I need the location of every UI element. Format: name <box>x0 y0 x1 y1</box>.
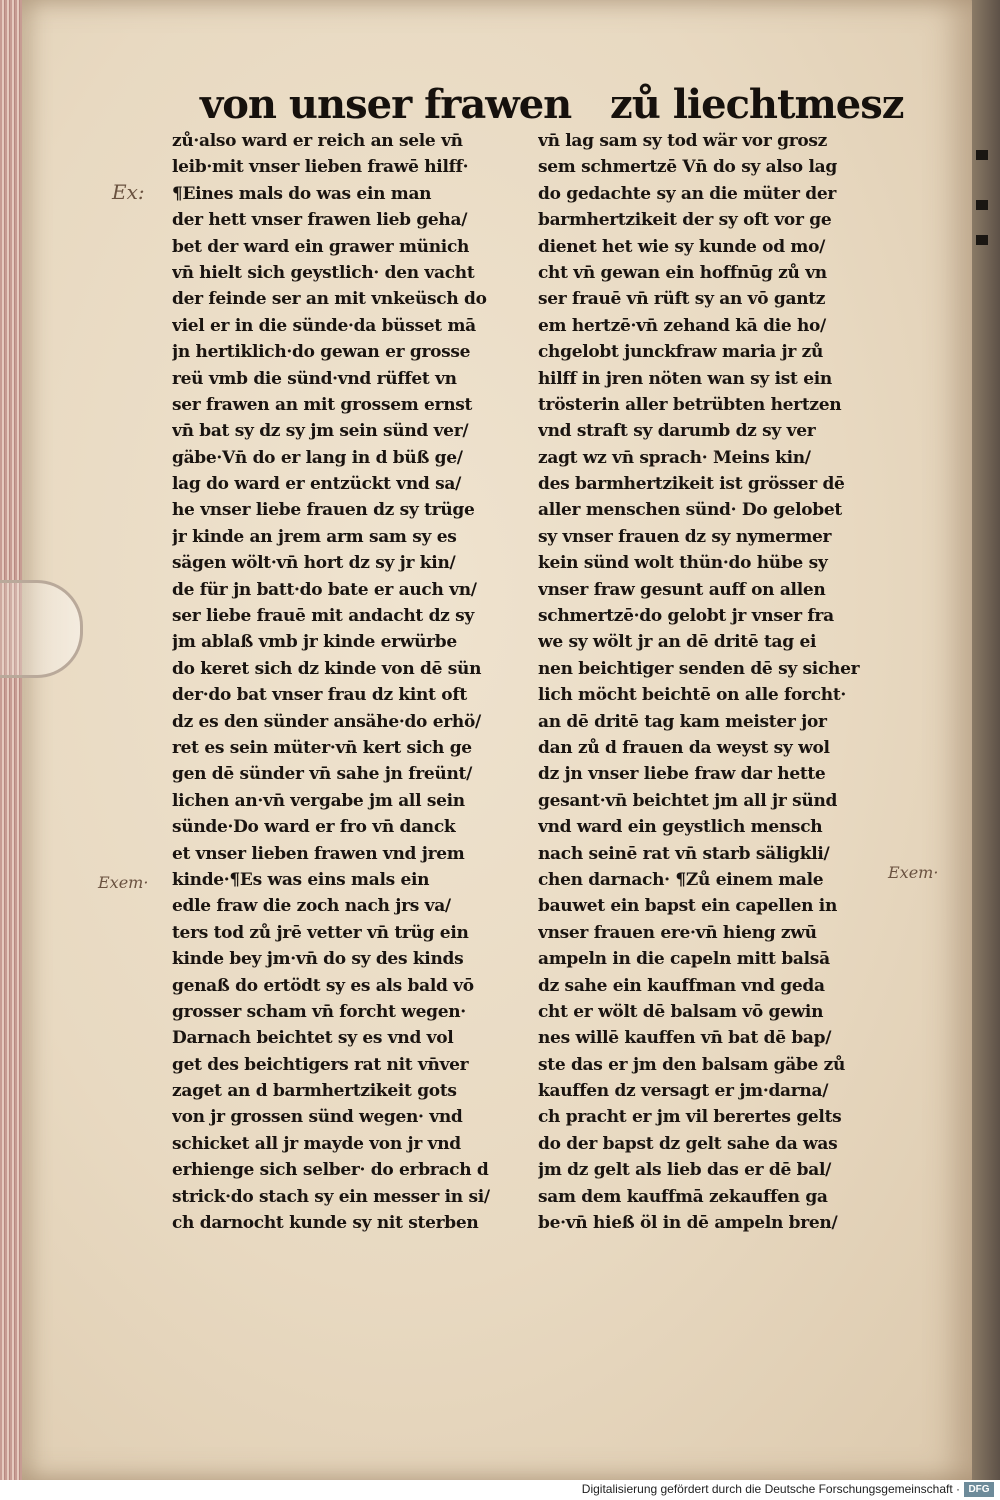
text-line: zagt wz vn̄ sprach· Meins kin/ <box>538 447 811 468</box>
text-line: be·vn̄ hieß öl in dē ampeln bren/ <box>538 1213 838 1234</box>
text-line: dz es den sünder ansähe·do erhö/ <box>172 711 481 732</box>
text-line: cht er wölt dē balsam vō gewin <box>538 1001 824 1022</box>
margin-note: Ex: <box>112 180 145 204</box>
text-line: kein sünd wolt thün·do hübe sy <box>538 553 828 574</box>
text-line: edle fraw die zoch nach jrs va/ <box>172 896 451 917</box>
facing-page-edge <box>972 0 1000 1480</box>
text-line: vnser frauen ere·vn̄ hieng zwū <box>538 922 817 943</box>
text-line: gesant·vn̄ beichtet jm all jr sünd <box>538 790 838 811</box>
text-line: kinde·¶Es was eins mals ein <box>172 869 430 890</box>
text-line: strick·do stach sy ein messer in si/ <box>172 1186 490 1207</box>
text-line: ters tod zů jrē vetter vn̄ trüg ein <box>172 922 469 943</box>
text-line: dz sahe ein kauffman vnd geda <box>538 975 825 996</box>
text-line: jm ablaß vmb jr kinde erwürbe <box>172 632 457 653</box>
text-line: lich möcht beichtē on alle forcht· <box>538 685 846 706</box>
text-line: vn̄ hielt sich geystlich· den vacht <box>172 262 475 283</box>
running-head-left: von unser frawen <box>200 81 572 128</box>
text-line: sy vnser frauen dz sy nymermer <box>538 526 832 547</box>
paper-clip <box>0 580 83 678</box>
text-line: gen dē sünder vn̄ sahe jn freünt/ <box>172 764 473 785</box>
text-line: do der bapst dz gelt sahe da was <box>538 1133 838 1154</box>
text-line: vnd straft sy darumb dz sy ver <box>538 421 816 442</box>
text-line: sam dem kauffmā zekauffen ga <box>538 1186 828 1207</box>
text-line: dz jn vnser liebe fraw dar hette <box>538 764 826 785</box>
text-line: nach seinē rat vn̄ starb säligkli/ <box>538 843 830 864</box>
text-line: jm dz gelt als lieb das er dē bal/ <box>538 1160 832 1181</box>
text-line: gäbe·Vn̄ do er lang in d büß ge/ <box>172 447 463 468</box>
text-line: von jr grossen sünd wegen· vnd <box>172 1107 463 1128</box>
text-line: ampeln in die capeln mitt balsā <box>538 949 830 970</box>
text-line: sägen wölt·vn̄ hort dz sy jr kin/ <box>172 553 456 574</box>
text-line: get des beichtigers rat nit vn̄ver <box>172 1054 469 1075</box>
text-column-right <box>538 128 888 1236</box>
text-line: lichen an·vn̄ vergabe jm all sein <box>172 790 465 811</box>
text-line: bet der ward ein grawer münich <box>172 236 470 257</box>
text-line: genaß do ertödt sy es als bald vō <box>172 975 474 996</box>
dfg-logo: DFG <box>964 1482 994 1497</box>
text-line: ser liebe frauē mit andacht dz sy <box>172 606 474 627</box>
text-line: we sy wölt jr an dē dritē tag ei <box>538 632 817 653</box>
text-column-left <box>172 128 524 1236</box>
text-line: do gedachte sy an die müter der <box>538 183 837 204</box>
text-line: viel er in die sünde·da büsset mā <box>172 315 476 336</box>
footer-credit: Digitalisierung gefördert durch die Deutsche Forschungsgemeinschaft · <box>581 1482 960 1496</box>
text-line: chen darnach· ¶Zů einem male <box>538 869 824 890</box>
text-line: chgelobt junckfraw maria jr zů <box>538 342 824 363</box>
text-line: ser frauē vn̄ rüft sy an vō gantz <box>538 289 826 310</box>
text-line: trösterin aller betrübten hertzen <box>538 394 842 415</box>
text-line: jr kinde an jrem arm sam sy es <box>172 526 457 547</box>
text-line: nes willē kauffen vn̄ bat dē bap/ <box>538 1028 832 1049</box>
footer-bar <box>0 1480 1000 1500</box>
text-line: schmertzē·do gelobt jr vnser fra <box>538 606 834 627</box>
text-line: aller menschen sünd· Do gelobet <box>538 500 842 521</box>
text-line: ¶Eines mals do was ein man <box>172 183 432 204</box>
running-head-right: zů liechtmesz <box>610 81 904 128</box>
text-line: vn̄ lag sam sy tod wär vor grosz <box>538 131 828 151</box>
text-line: vnser fraw gesunt auff on allen <box>538 579 826 600</box>
text-line: nen beichtiger senden dē sy sicher <box>538 658 860 679</box>
text-line: bauwet ein bapst ein capellen in <box>538 896 838 917</box>
text-line: der feinde ser an mit vnkeüsch do <box>172 289 487 310</box>
text-line: em hertzē·vn̄ zehand kā die ho/ <box>538 315 826 336</box>
text-line: ch pracht er jm vil berertes gelts <box>538 1107 842 1128</box>
text-line: jn hertiklich·do gewan er grosse <box>172 342 471 363</box>
text-line: ser frawen an mit grossem ernst <box>172 394 473 415</box>
text-line: ste das er jm den balsam gäbe zů <box>538 1054 846 1075</box>
text-line: hilff in jren nöten wan sy ist ein <box>538 368 832 389</box>
text-line: des barmhertzikeit ist grösser dē <box>538 474 845 495</box>
text-line: ch darnocht kunde sy nit sterben <box>172 1213 479 1234</box>
text-line: cht vn̄ gewan ein hoffnūg zů vn <box>538 262 827 283</box>
text-line: der hett vnser frawen lieb geha/ <box>172 210 468 231</box>
text-line: dienet het wie sy kunde od mo/ <box>538 236 826 257</box>
text-line: zů·also ward er reich an sele vn̄ <box>172 131 463 151</box>
text-line: an dē dritē tag kam meister jor <box>538 711 827 732</box>
text-line: vn̄ bat sy dz sy jm sein sünd ver/ <box>172 421 469 442</box>
text-line: zaget an d barmhertzikeit gots <box>172 1081 457 1102</box>
text-line: lag do ward er entzückt vnd sa/ <box>172 474 462 495</box>
text-line: kauffen dz versagt er jm·darna/ <box>538 1081 829 1102</box>
text-line: reü vmb die sünd·vnd rüffet vn <box>172 368 457 389</box>
text-line: de für jn batt·do bate er auch vn/ <box>172 579 477 600</box>
text-line: leib·mit vnser lieben frawē hilff· <box>172 157 469 178</box>
text-line: sem schmertzē Vn̄ do sy also lag <box>538 157 837 178</box>
text-line: he vnser liebe frauen dz sy trüge <box>172 500 475 521</box>
text-line: dan zů d frauen da weyst sy wol <box>538 737 830 758</box>
text-line: Darnach beichtet sy es vnd vol <box>172 1028 454 1049</box>
text-line: ret es sein müter·vn̄ kert sich ge <box>172 737 472 758</box>
margin-note: Exem· <box>888 863 939 882</box>
text-line: schicket all jr mayde von jr vnd <box>172 1133 461 1154</box>
text-line: do keret sich dz kinde von dē sün <box>172 658 482 679</box>
text-line: barmhertzikeit der sy oft vor ge <box>538 210 832 231</box>
text-line: vnd ward ein geystlich mensch <box>538 817 823 838</box>
text-line: der·do bat vnser frau dz kint oft <box>172 685 467 706</box>
text-line: erhienge sich selber· do erbrach d <box>172 1160 489 1181</box>
text-line: grosser scham vn̄ forcht wegen· <box>172 1001 466 1022</box>
text-line: et vnser lieben frawen vnd jrem <box>172 843 465 864</box>
margin-note: Exem· <box>98 873 149 892</box>
text-line: kinde bey jm·vn̄ do sy des kinds <box>172 949 464 970</box>
text-line: sünde·Do ward er fro vn̄ danck <box>172 817 456 838</box>
